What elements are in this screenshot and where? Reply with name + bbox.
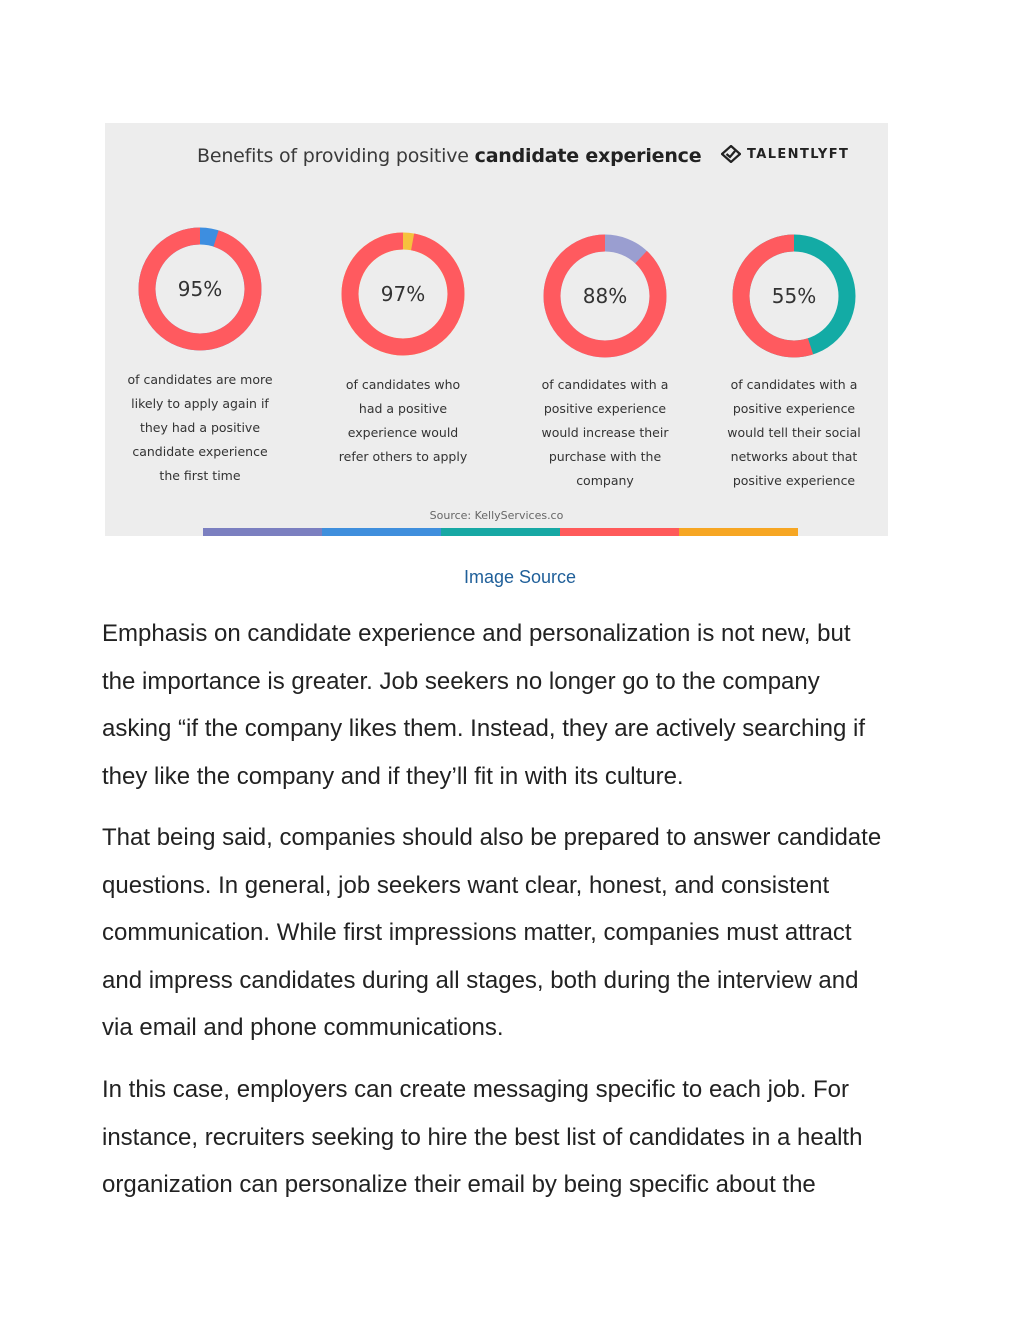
title-bold: candidate experience [474, 145, 702, 167]
caption-line: they had a positive [139, 420, 261, 435]
caption-line: of candidates with a [730, 377, 858, 392]
caption-line: positive experience [543, 401, 667, 416]
color-bar-segment [679, 528, 798, 536]
paragraph-1 [102, 610, 932, 800]
caption-line: of candidates with a [541, 377, 669, 392]
donut-chart-1 [138, 227, 262, 351]
donut-caption [530, 373, 680, 493]
caption-line: of candidates are more [127, 372, 273, 387]
title-regular: Benefits of providing positive [197, 145, 475, 167]
color-bar-segment [203, 528, 322, 536]
caption-line: would increase their [541, 425, 669, 440]
caption-line: networks about that [730, 449, 858, 464]
infographic-source: Source: KellyServices.co [429, 509, 564, 522]
paragraph-line: Emphasis on candidate experience and personalization is not new, but [102, 620, 851, 647]
image-source-link[interactable]: Image Source [463, 567, 577, 587]
talentlyft-logo [721, 145, 849, 163]
paragraph-3 [102, 1066, 932, 1209]
caption-line: experience would [347, 425, 459, 440]
paragraph-line: communication. While first impressions matter, companies must attract [102, 919, 852, 946]
logo-text: TALENTLYFT [747, 146, 850, 162]
paragraph-line: questions. In general, job seekers want clear, honest, and consistent [102, 871, 830, 899]
paragraph-line: In this case, employers can create messaging specific to each job. For [102, 1076, 850, 1103]
infographic-image [105, 123, 888, 536]
paragraph-line: and impress candidates during all stages, both during the interview and [102, 966, 859, 994]
paragraph-line: the importance is greater. Job seekers no longer go to the company [102, 667, 820, 695]
caption-line: had a positive [358, 401, 448, 416]
donut-percentage-label: 95% [177, 277, 223, 301]
caption-line: refer others to apply [338, 449, 468, 464]
paragraph-2 [102, 814, 932, 1052]
caption-line: purchase with the [548, 449, 662, 464]
donut-caption [125, 368, 275, 488]
donut-percentage-label: 55% [771, 284, 817, 308]
caption-line: company [576, 473, 634, 488]
donut-caption [328, 373, 478, 469]
infographic-title [197, 145, 701, 167]
color-bar-segment [560, 528, 679, 536]
paragraph-line: via email and phone communications. [102, 1014, 504, 1041]
diamond-check-icon [721, 145, 741, 163]
color-bar-segment [441, 528, 560, 536]
paragraph-line: organization can personalize their email by being specific about the [102, 1171, 816, 1198]
paragraph-line: That being said, companies should also be prepared to answer candidate [102, 824, 882, 851]
caption-line: positive experience [732, 473, 856, 488]
caption-line: the first time [159, 468, 241, 483]
caption-line: positive experience [732, 401, 856, 416]
donut-percentage-label: 97% [380, 282, 426, 306]
donut-percentage-label: 88% [582, 284, 628, 308]
color-bar-segment [322, 528, 441, 536]
caption-line: likely to apply again if [131, 396, 269, 411]
paragraph-line: instance, recruiters seeking to hire the best list of candidates in a health [102, 1123, 863, 1151]
caption-line: of candidates who [345, 377, 461, 392]
paragraph-line: asking “if the company likes them. Instead, they are actively searching if [102, 715, 866, 742]
caption-line: candidate experience [132, 444, 268, 459]
donut-chart-4 [732, 234, 856, 358]
donut-caption [719, 373, 869, 493]
paragraph-line: they like the company and if they’ll fit in with its culture. [102, 762, 684, 790]
donut-chart-3 [543, 234, 667, 358]
donut-chart-2 [341, 232, 465, 356]
caption-line: would tell their social [727, 425, 861, 440]
